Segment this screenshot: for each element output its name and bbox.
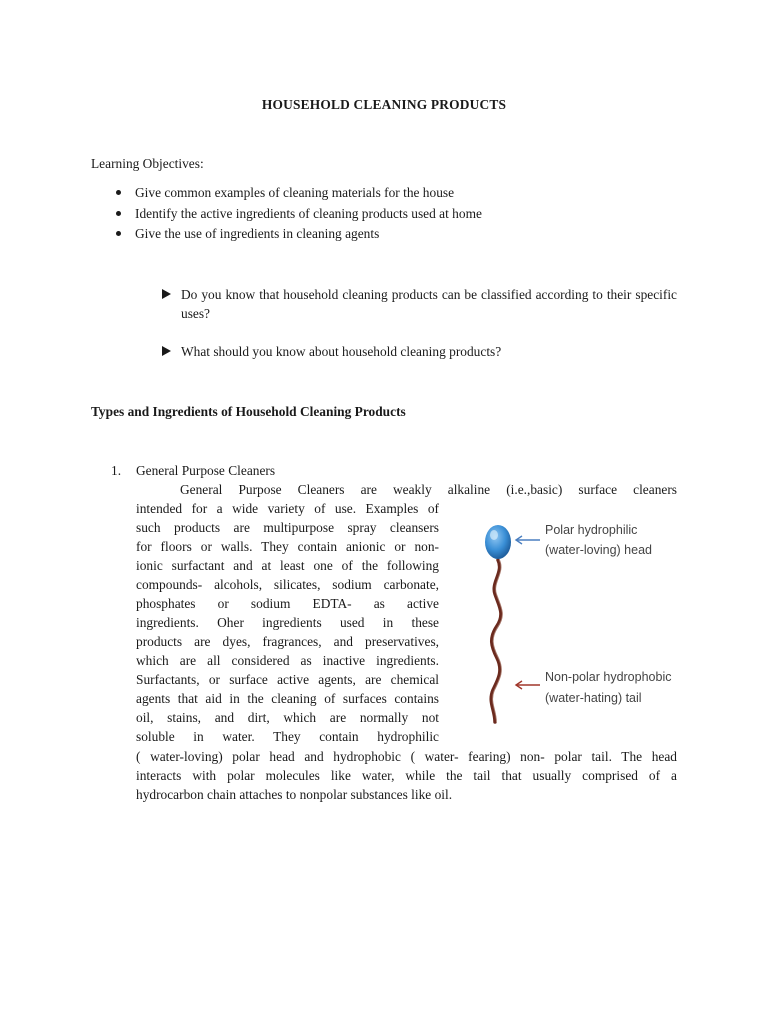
list-item: Give common examples of cleaning materials for the house <box>91 183 681 204</box>
learning-objectives-list <box>91 183 681 245</box>
paragraph-line: phosphates or sodium EDTA- as active <box>136 596 439 611</box>
question-1: Do you know that household cleaning products can be classified according to their specific uses? <box>160 285 677 323</box>
section-heading: Types and Ingredients of Household Cleaning Products <box>91 404 406 419</box>
tail-arrow-icon <box>516 681 540 689</box>
paragraph-line: soluble in water. They contain hydrophilic <box>136 729 439 744</box>
paragraph-line: intended for a wide variety of use. Examples of <box>136 501 439 516</box>
paragraph-line: which are all considered as inactive ingredients. <box>136 653 439 668</box>
arrow-bullet-icon <box>162 289 171 299</box>
bullet-icon <box>116 190 121 195</box>
paragraph-line: ingredients. Oher ingredients used in these <box>136 615 439 630</box>
question-2: What should you know about household cleaning products? <box>160 342 677 361</box>
paragraph-line: interacts with polar molecules like water, while the tail that usually comprised of a <box>136 768 677 783</box>
paragraph-line: agents that aid in the cleaning of surfaces contains <box>136 691 439 706</box>
paragraph-body-wide <box>136 747 677 804</box>
list-number: 1. <box>111 463 122 478</box>
paragraph-line: oil, stains, and dirt, which are normally not <box>136 710 439 725</box>
tail-label-line-1: Non-polar hydrophobic <box>545 670 672 684</box>
head-label-line-2: (water-loving) head <box>545 543 652 557</box>
list-item: Identify the active ingredients of cleaning products used at home <box>91 204 681 225</box>
bullet-icon <box>116 231 121 236</box>
paragraph-line: compounds- alcohols, silicates, sodium carbonate, <box>136 577 439 592</box>
head-arrow-icon <box>516 536 540 544</box>
bullet-icon <box>116 211 121 216</box>
tail-label-line-2: (water-hating) tail <box>545 691 642 705</box>
paragraph-line: Surfactants, or surface active agents, are chemical <box>136 672 439 687</box>
arrow-bullet-icon <box>162 346 171 356</box>
surfactant-figure <box>455 510 685 730</box>
learning-objectives-heading: Learning Objectives: <box>91 156 204 171</box>
item-title: General Purpose Cleaners <box>136 463 276 478</box>
list-item: Give the use of ingredients in cleaning agents <box>91 224 681 245</box>
hydrophilic-head <box>485 525 511 559</box>
paragraph-line: for floors or walls. They contain anionic or non- <box>136 539 439 554</box>
paragraph-body <box>136 499 439 746</box>
paragraph-line: hydrocarbon chain attaches to nonpolar substances like oil. <box>136 787 453 802</box>
paragraph-line: such products are multipurpose spray cleansers <box>136 520 439 535</box>
paragraph-line: products are dyes, fragrances, and preservatives, <box>136 634 439 649</box>
head-label-line-1: Polar hydrophilic <box>545 523 638 537</box>
paragraph-line: General Purpose Cleaners are weakly alkaline (i.e.,basic) surface cleaners <box>180 482 677 497</box>
paragraph-line: ionic surfactant and at least one of the following <box>136 558 439 573</box>
page-title: HOUSEHOLD CLEANING PRODUCTS <box>261 97 507 112</box>
paragraph-line: ( water-loving) polar head and hydrophobic ( water- fearing) non- polar tail. The head <box>136 749 677 764</box>
